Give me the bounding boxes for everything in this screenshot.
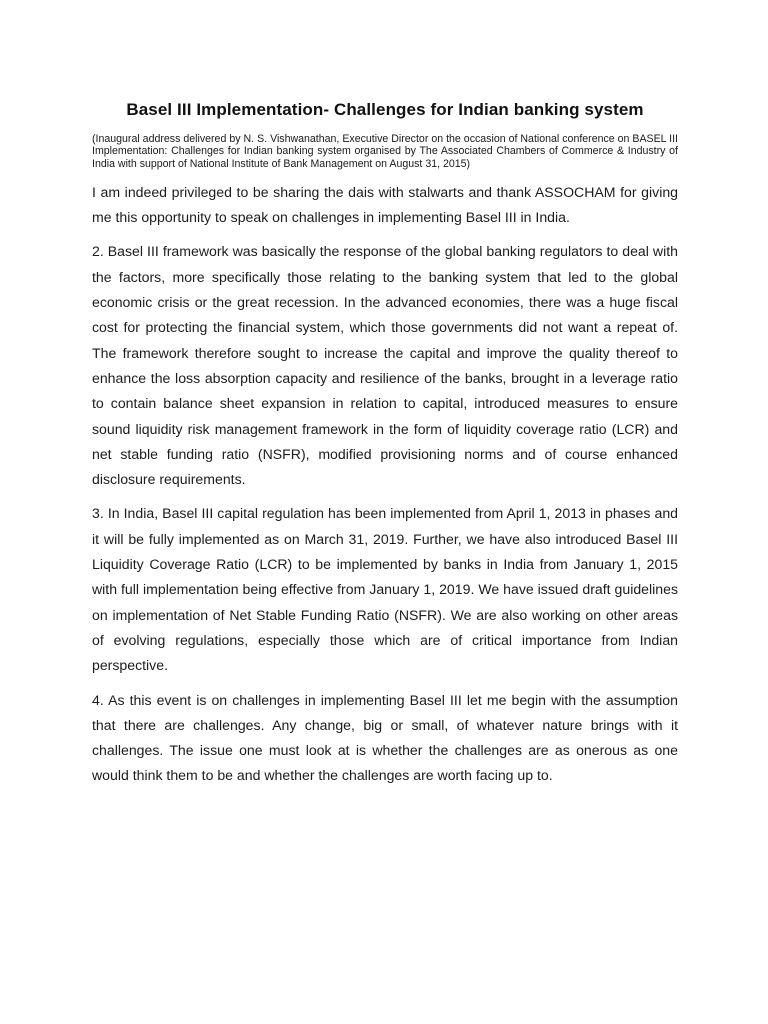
document-title: Basel III Implementation- Challenges for Indian banking system — [126, 100, 644, 119]
paragraph-3: 3. In India, Basel III capital regulation has been implemented from April 1, 2013 in phases and it will be fully implemented as on March 31, 2019. Further, we have also introduced Basel III Liquidity Coverage Ratio (LCR) to be implemented by banks in India from January 1, 2015 with full implementation being effective from January 1, 2019. We have issued draft guidelines on implementation of Net Stable Funding Ratio (NSFR). We are also working on other areas of evolving regulations, especially those which are of critical importance from Indian perspective. — [92, 505, 678, 674]
document-subtitle: (Inaugural address delivered by N. S. Vishwanathan, Executive Director on the occasion of National conference on BASEL III Implementation: Challenges for Indian banking system organised by The Associated Chambers of Commerce & Industry of India with support of National Institute of Bank Management on August 31, 2015) — [92, 133, 678, 170]
paragraph-intro: I am indeed privileged to be sharing the dais with stalwarts and thank ASSOCHAM for giving me this opportunity to speak on challenges in implementing Basel III in India. — [92, 183, 678, 226]
paragraph-2: 2. Basel III framework was basically the response of the global banking regulators to deal with the factors, more specifically those relating to the banking system that led to the global economic crisis or the great recession. In the advanced economies, there was a huge fiscal cost for protecting the financial system, which those governments did not want a repeat of. The framework therefore sought to increase the capital and improve the quality thereof to enhance the loss absorption capacity and resilience of the banks, brought in a leverage ratio to contain balance sheet expansion in relation to capital, introduced measures to ensure sound liquidity risk management framework in the form of liquidity coverage ratio (LCR) and net stable funding ratio (NSFR), modified provisioning norms and of course enhanced disclosure requirements. — [92, 243, 678, 488]
paragraph-4: 4. As this event is on challenges in implementing Basel III let me begin with the assumption that there are challenges. Any change, big or small, of whatever nature brings with it challenges. The issue one must look at is whether the challenges are as onerous as one would think them to be and whether the challenges are worth facing up to. — [92, 691, 678, 784]
